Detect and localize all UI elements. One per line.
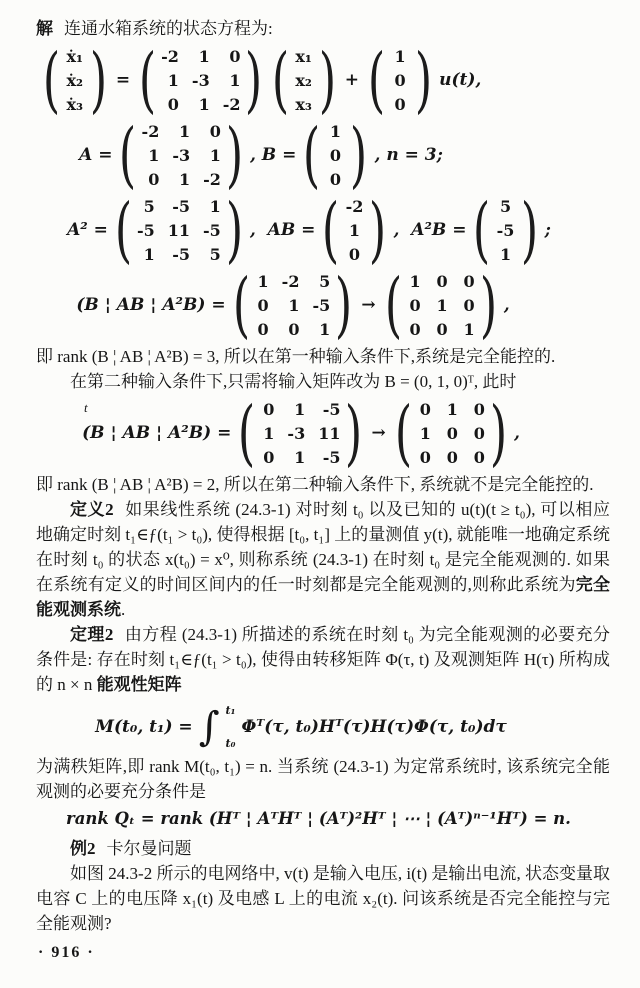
matrix-cell: ẋ₃ <box>66 94 83 114</box>
matrix-cell: -3 <box>191 70 210 90</box>
integrand: Φᵀ(τ, t₀)Hᵀ(τ)H(τ)Φ(τ, t₀)dτ <box>241 716 507 737</box>
theorem-2-text: 由方程 (24.3-1) 所描述的系统在时刻 t₀ 为完全能观测的必要充分条件是: 存在时刻 t₁∈ƒ(t₁ > t₀), 使得由转移矩阵 Φ(τ, t) 及观测矩阵 H(τ) 所构成的 n × n <box>36 625 611 694</box>
left-paren-icon: ( <box>367 37 386 121</box>
matrix-cell: -3 <box>287 423 306 443</box>
matrix-cell: -2 <box>141 121 160 141</box>
matrix-cell: 1 <box>143 244 155 264</box>
ctrb-lhs: (B ¦ AB ¦ A²B) = <box>76 295 226 315</box>
matrix-cell: ẋ₁ <box>66 46 83 66</box>
matrix-cell: 1 <box>294 399 306 419</box>
b-vector <box>366 37 434 121</box>
right-paren-icon: ) <box>369 187 387 271</box>
matrix-cell: x₁ <box>295 46 312 66</box>
comma: , <box>513 423 520 443</box>
n-equals-3: , n = 3; <box>374 145 443 165</box>
x-vector <box>270 37 338 121</box>
definition-2-text: 如果线性系统 (24.3-1) 对时刻 t₀ 以及已知的 u(t)(t ≥ t₀), 可以相应地确定时刻 t₁∈ƒ(t₁ > t₀), 使得根据 [t₀, t₁] 上的量测值 y(t), 就能唯一地确定系统在时刻 t₀ 的状态 x(t₀) = x⁰, 则称系统 (24.3-1) 在时刻 t₀ 是完全能观测的. 如果在系统有定义的时间区间内的任一时刻都是完全能观测的,则称此系统为 <box>36 500 610 594</box>
left-paren-icon: ( <box>114 187 133 271</box>
matrix-cell: 1 <box>198 94 210 114</box>
xdot-vector <box>41 37 109 121</box>
b-grid <box>390 44 410 116</box>
b-vector <box>301 112 369 196</box>
left-paren-icon: ( <box>322 187 340 271</box>
matrix-cell: -2 <box>345 196 364 216</box>
matrix-cell: 0 <box>436 319 448 339</box>
a-matrix-grid <box>142 119 221 191</box>
ab-grid <box>344 194 364 266</box>
matrix-cell: 1 <box>198 46 210 66</box>
right-paren-icon: ) <box>520 187 538 271</box>
full-rank-condition: 为满秩矩阵,即 rank M(t₀, t₁) = n. 当系统 (24.3-1) 为定常系统时, 该系统完全能观测的必要充分条件是 <box>36 757 610 801</box>
matrix-cell: 1 <box>419 423 431 443</box>
reduced-grid <box>417 397 485 469</box>
matrix-cell: 1 <box>167 70 179 90</box>
ab-vector <box>320 187 388 271</box>
matrix-cell: 1 <box>209 196 221 216</box>
matrix-cell: 1 <box>178 121 191 141</box>
matrix-cell: -5 <box>322 447 341 467</box>
observability-gramian-equation <box>14 703 588 750</box>
matrix-cell: 0 <box>419 447 431 467</box>
solution-intro-text: 连通水箱系统的状态方程为: <box>64 19 273 38</box>
matrix-cell: 0 <box>473 447 485 467</box>
matrix-cell: 1 <box>229 70 241 90</box>
matrix-cell: 11 <box>318 423 341 443</box>
matrix-cell: 1 <box>257 271 269 291</box>
matrix-cell: 0 <box>257 319 269 339</box>
matrix-cell: 0 <box>409 295 421 315</box>
matrix-cell: 0 <box>473 423 485 443</box>
matrix-cell: -5 <box>136 220 155 240</box>
matrix-cell: 0 <box>473 399 485 419</box>
matrix-cell: 1 <box>446 399 458 419</box>
reduced-grid <box>407 269 475 341</box>
semicolon: ; <box>544 220 551 240</box>
matrix-cell: 1 <box>436 295 448 315</box>
matrix-cell: 0 <box>394 70 406 90</box>
integral-icon: ∫ <box>198 703 220 750</box>
matrix-cell: 1 <box>178 169 191 189</box>
state-equation <box>0 37 548 121</box>
definition-2 <box>36 497 610 622</box>
solution-label: 解 <box>36 19 53 38</box>
stray-mark: t <box>84 400 88 415</box>
plus-sign: + <box>344 70 359 90</box>
matrix-cell: 0 <box>263 399 275 419</box>
ctrb-matrix <box>236 390 364 474</box>
matrix-cell: 0 <box>409 319 421 339</box>
xdot-grid <box>65 44 85 116</box>
left-paren-icon: ( <box>384 262 402 346</box>
a-squared-b-label: , A²B = <box>393 220 467 240</box>
right-paren-icon: ) <box>318 37 336 121</box>
matrix-cell: 0 <box>446 423 458 443</box>
matrix-cell: 0 <box>329 145 341 165</box>
right-paren-icon: ) <box>489 390 508 474</box>
matrix-cell: 1 <box>148 145 160 165</box>
a-matrix <box>137 37 265 121</box>
matrix-cell: 5 <box>499 196 512 216</box>
matrix-cell: 1 <box>263 423 275 443</box>
matrix-cell: 1 <box>409 271 421 291</box>
matrix-cell: -2 <box>203 169 221 189</box>
matrix-cell: 0 <box>463 271 475 291</box>
theorem-2-bold-term: 能观性矩阵 <box>96 675 182 694</box>
left-paren-icon: ( <box>119 112 137 196</box>
left-paren-icon: ( <box>232 262 250 346</box>
integral-limits <box>226 703 236 750</box>
matrix-cell: 5 <box>209 244 221 264</box>
matrix-cell: -5 <box>172 196 191 216</box>
theorem-2 <box>36 622 610 697</box>
a-label: A = <box>79 145 113 165</box>
matrix-cell: 1 <box>329 121 341 141</box>
matrix-cell: 5 <box>143 196 155 216</box>
left-paren-icon: ( <box>238 390 256 474</box>
matrix-cell: x₂ <box>295 70 312 90</box>
a-matrix-grid <box>161 44 240 116</box>
matrix-cell: 0 <box>348 244 361 264</box>
right-paren-icon: ) <box>335 262 353 346</box>
left-paren-icon: ( <box>303 112 321 196</box>
matrix-cell: 0 <box>263 447 275 467</box>
rank-q-equation: rank Qₜ = rank (Hᵀ ¦ AᵀHᵀ ¦ (Aᵀ)²Hᵀ ¦ ⋯ ¦ (Aᵀ)ⁿ⁻¹Hᵀ) = n. <box>66 809 571 828</box>
matrix-cell: -5 <box>322 399 341 419</box>
matrix-cell: 1 <box>499 244 512 264</box>
right-paren-icon: ) <box>225 112 244 196</box>
gramian-lhs: M(t₀, t₁) = <box>95 716 193 737</box>
ctrb-matrix <box>231 262 355 346</box>
definition-2-label: 定义2 <box>70 500 114 519</box>
matrix-cell: 5 <box>319 271 331 291</box>
example-2-heading <box>36 836 610 861</box>
b-grid <box>325 119 345 191</box>
example-2-text: 如图 24.3-2 所示的电网络中, v(t) 是输入电压, i(t) 是输出电流, 状态变量取电容 C 上的电压降 x₁(t) 及电感 L 上的电流 x₂(t). 问该系统是否完全能控与完全能观测? <box>36 864 610 933</box>
right-paren-icon: ) <box>345 390 363 474</box>
matrix-cell: 1 <box>348 220 361 240</box>
a-squared-label: A² = <box>67 220 108 240</box>
right-paren-icon: ) <box>350 112 368 196</box>
a-matrix <box>117 112 245 196</box>
right-paren-icon: ) <box>89 37 107 121</box>
left-paren-icon: ( <box>473 187 491 271</box>
input-term: u(t), <box>439 70 482 90</box>
reduced-matrix <box>383 262 499 346</box>
b-label: , B = <box>249 145 297 165</box>
matrix-cell: -5 <box>496 220 515 240</box>
matrix-cell: 0 <box>148 169 160 189</box>
ctrb-grid <box>260 397 340 469</box>
example-2-title: 卡尔曼问题 <box>106 839 192 858</box>
matrix-cell: 0 <box>257 295 269 315</box>
rank-2-conclusion: 即 rank (B ¦ AB ¦ A²B) = 2, 所以在第二种输入条件下, 系统就不是完全能控的. <box>36 475 594 494</box>
a-squared-matrix <box>113 187 245 271</box>
matrix-cell: 0 <box>463 295 475 315</box>
matrix-cell: 11 <box>167 220 191 240</box>
matrix-cell: 0 <box>446 447 458 467</box>
equals-sign: = <box>115 70 131 90</box>
ab-label: , AB = <box>249 220 316 240</box>
example-2-label: 例2 <box>70 839 96 858</box>
definition-2-period: . <box>121 600 126 619</box>
matrix-cell: 0 <box>419 399 431 419</box>
reduced-matrix <box>393 390 509 474</box>
ctrb-grid <box>255 269 331 341</box>
matrix-cell: 0 <box>209 121 221 141</box>
matrix-cell: -5 <box>203 220 221 240</box>
right-paren-icon: ) <box>414 37 433 121</box>
page-number: · 916 · <box>38 944 95 961</box>
matrix-cell: -3 <box>172 145 191 165</box>
right-paren-icon: ) <box>479 262 497 346</box>
matrix-cell: 0 <box>167 94 179 114</box>
left-paren-icon: ( <box>138 37 157 121</box>
left-paren-icon: ( <box>42 37 60 121</box>
a-b-definition-equation <box>0 112 548 196</box>
matrix-cell: 0 <box>229 46 241 66</box>
comma: , <box>503 295 510 315</box>
matrix-cell: -2 <box>281 271 300 291</box>
theorem-2-label: 定理2 <box>70 625 114 644</box>
arrow-icon: → <box>361 295 376 315</box>
left-paren-icon: ( <box>271 37 289 121</box>
lower-limit: t₀ <box>225 737 236 750</box>
matrix-cell: -5 <box>172 244 191 264</box>
controllability-equation-1 <box>6 262 580 346</box>
matrix-cell: 0 <box>394 94 406 114</box>
matrix-cell: 1 <box>209 145 221 165</box>
right-paren-icon: ) <box>225 187 243 271</box>
matrix-cell: ẋ₂ <box>66 70 83 90</box>
definition-2-bold-term: 完全能观测系统 <box>36 575 610 619</box>
matrix-cell: 1 <box>319 319 331 339</box>
x-grid <box>294 44 314 116</box>
a-squared-equation <box>22 187 596 271</box>
a-squared-b-grid <box>496 194 516 266</box>
rank-3-conclusion: 即 rank (B ¦ AB ¦ A²B) = 3, 所以在第一种输入条件下,系统是完全能控的. <box>36 347 556 366</box>
left-paren-icon: ( <box>394 390 412 474</box>
matrix-cell: 0 <box>288 319 300 339</box>
arrow-icon: → <box>371 423 386 443</box>
controllability-equation-2 <box>14 390 588 474</box>
matrix-cell: 1 <box>394 46 406 66</box>
matrix-cell: 0 <box>329 169 341 189</box>
matrix-cell: 1 <box>463 319 475 339</box>
second-input-case: 在第二种输入条件下,只需将输入矩阵改为 B = (0, 1, 0)ᵀ, 此时 <box>70 372 517 391</box>
matrix-cell: -2 <box>222 94 241 114</box>
ctrb-lhs: (B ¦ AB ¦ A²B) = <box>82 423 232 443</box>
a-squared-b-vector <box>471 187 539 271</box>
matrix-cell: 1 <box>288 295 300 315</box>
upper-limit: t₁ <box>225 704 236 717</box>
a-squared-grid <box>137 194 221 266</box>
matrix-cell: 1 <box>294 447 306 467</box>
right-paren-icon: ) <box>245 37 263 121</box>
matrix-cell: x₃ <box>295 94 312 114</box>
matrix-cell: -2 <box>161 46 179 66</box>
matrix-cell: 0 <box>436 271 448 291</box>
matrix-cell: -5 <box>312 295 331 315</box>
